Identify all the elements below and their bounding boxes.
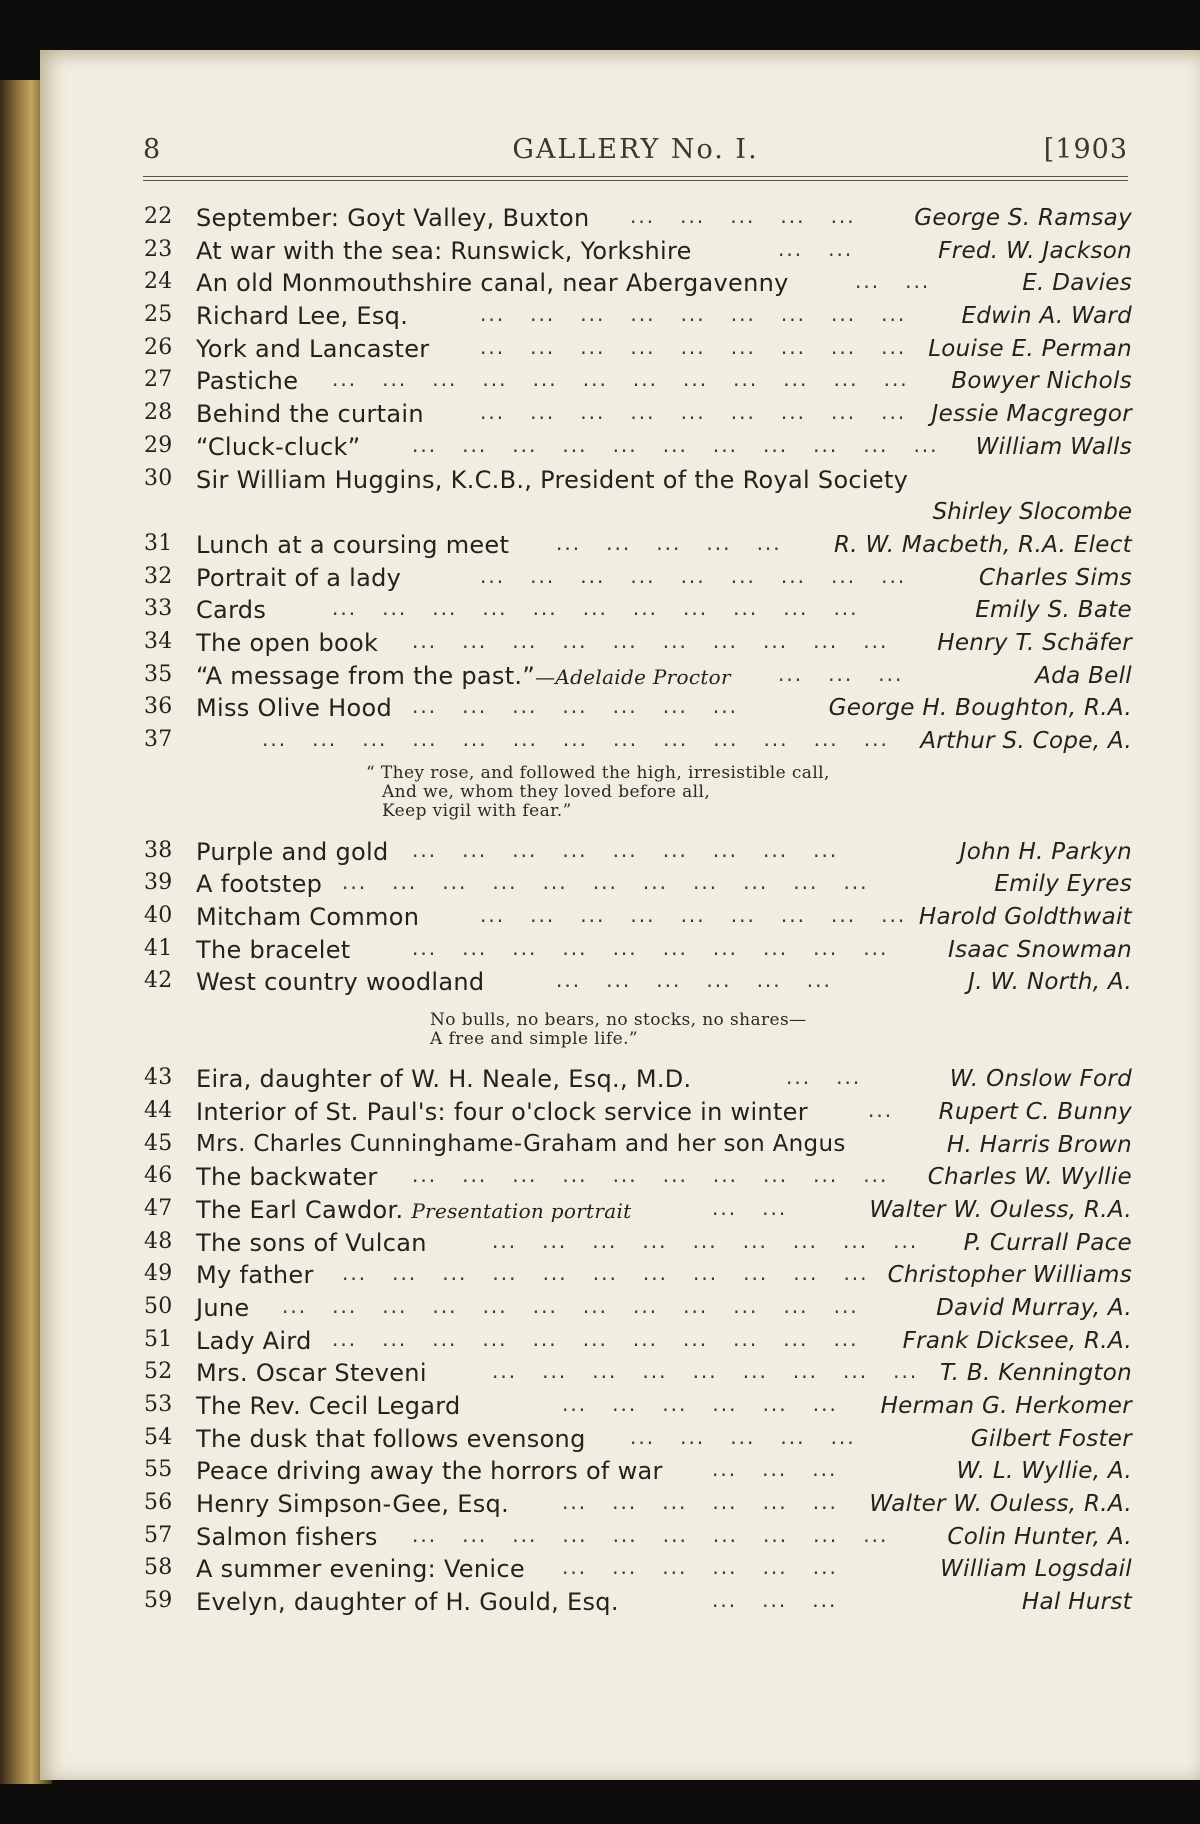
dot-leader: ... ... ... ... ... ... ... ... ... bbox=[492, 1228, 919, 1253]
catalogue-entry bbox=[0, 1521, 1200, 1554]
dot-leader: ... ... ... ... ... ... bbox=[562, 1392, 838, 1416]
verse-line: A free and simple life.” bbox=[430, 1029, 638, 1050]
verse-line: Keep vigil with fear.” bbox=[382, 800, 572, 821]
catalogue-entry bbox=[0, 836, 1200, 869]
catalogue-entry bbox=[0, 562, 1200, 595]
catalogue-entry bbox=[0, 529, 1200, 562]
dot-leader: ... ... ... ... ... ... ... ... ... ... ... bbox=[342, 870, 869, 895]
entry-artist: Jessie Macgregor bbox=[931, 401, 1132, 428]
entry-artist: J. W. North, A. bbox=[968, 969, 1132, 996]
entry-number: 22 bbox=[144, 204, 173, 229]
catalogue-entry-continuation bbox=[0, 496, 1200, 529]
catalogue-entry bbox=[0, 464, 1200, 497]
entry-title: Evelyn, daughter of H. Gould, Esq. bbox=[196, 1588, 619, 1617]
dot-leader: ... ... ... ... ... ... ... ... ... ... bbox=[412, 935, 889, 960]
entry-title: Portrait of a lady bbox=[196, 563, 402, 592]
entry-artist: Charles Sims bbox=[979, 564, 1132, 591]
catalogue-entry bbox=[0, 1194, 1200, 1227]
dot-leader: ... ... ... ... ... ... bbox=[562, 1555, 838, 1580]
catalogue-entry bbox=[0, 594, 1200, 627]
catalogue-entry bbox=[0, 1586, 1200, 1619]
entry-title: Peace driving away the horrors of war bbox=[196, 1457, 663, 1486]
catalogue-entry bbox=[0, 934, 1200, 967]
entry-title: Mrs. Oscar Steveni bbox=[196, 1359, 427, 1388]
dot-leader: ... ... ... ... ... ... ... ... ... ... bbox=[412, 628, 889, 653]
dot-leader: ... ... ... ... ... bbox=[630, 1424, 856, 1449]
catalogue-entry bbox=[0, 1423, 1200, 1456]
entry-title: The dusk that follows evensong bbox=[196, 1424, 586, 1453]
entry-title: An old Monmouthshire canal, near Abergavenny bbox=[196, 269, 789, 298]
entry-artist: Emily Eyres bbox=[994, 871, 1132, 898]
catalogue-entry bbox=[0, 868, 1200, 901]
entry-title: Lunch at a coursing meet bbox=[196, 530, 510, 559]
catalogue-entry bbox=[0, 1063, 1200, 1096]
catalogue-entry bbox=[0, 235, 1200, 268]
dot-leader: ... ... ... ... ... ... ... ... ... ... bbox=[412, 1522, 889, 1547]
entry-number: 55 bbox=[144, 1457, 173, 1483]
entry-number: 37 bbox=[144, 727, 173, 752]
entry-number: 58 bbox=[144, 1555, 173, 1581]
dot-leader: ... ... ... ... ... ... ... ... ... ... ... bbox=[412, 432, 939, 457]
verse-line: “ They rose, and followed the high, irresistible call, bbox=[366, 762, 830, 783]
catalogue-entry bbox=[0, 966, 1200, 999]
entry-title: June bbox=[196, 1293, 250, 1322]
entry-number: 30 bbox=[144, 465, 173, 491]
entry-number: 29 bbox=[144, 432, 173, 458]
header-rule-top bbox=[143, 176, 1128, 177]
entry-number: 28 bbox=[144, 400, 173, 426]
catalogue-entry bbox=[0, 398, 1200, 431]
catalogue-entry bbox=[0, 202, 1200, 235]
entry-artist: W. L. Wyllie, A. bbox=[956, 1458, 1132, 1485]
catalogue-entry bbox=[0, 901, 1200, 934]
dot-leader: ... ... ... ... ... ... ... ... ... bbox=[480, 400, 907, 425]
dot-leader: ... ... ... bbox=[778, 661, 904, 686]
page-title: GALLERY No. I. bbox=[512, 134, 759, 165]
entry-artist: Walter W. Ouless, R.A. bbox=[869, 1491, 1132, 1518]
entry-number: 27 bbox=[144, 367, 173, 393]
entry-number: 56 bbox=[144, 1490, 173, 1516]
dot-leader: ... ... bbox=[778, 236, 854, 261]
catalogue-entry bbox=[0, 1488, 1200, 1521]
dot-leader: ... ... ... ... ... ... ... ... ... bbox=[412, 837, 839, 862]
dot-leader: ... ... ... ... ... bbox=[556, 530, 782, 555]
entry-artist: Herman G. Herkomer bbox=[880, 1393, 1132, 1419]
entry-title: Cards bbox=[196, 596, 267, 625]
dot-leader: ... ... ... ... ... ... ... ... ... bbox=[480, 903, 907, 928]
entry-number: 32 bbox=[144, 563, 173, 589]
entry-number: 53 bbox=[144, 1392, 173, 1417]
entry-artist: Charles W. Wyllie bbox=[927, 1164, 1132, 1191]
entry-artist: Edwin A. Ward bbox=[961, 303, 1132, 330]
entry-title: The sons of Vulcan bbox=[196, 1228, 427, 1257]
dot-leader: ... ... ... bbox=[712, 1457, 838, 1482]
entry-title: Interior of St. Paul's: four o'clock service in winter bbox=[196, 1097, 808, 1126]
entry-artist: Arthur S. Cope, A. bbox=[920, 728, 1132, 754]
entry-artist: David Murray, A. bbox=[936, 1294, 1132, 1321]
dot-leader: ... ... bbox=[855, 269, 931, 294]
catalogue-entry bbox=[0, 1357, 1200, 1390]
catalogue-entry bbox=[0, 431, 1200, 464]
dot-leader: ... ... ... ... ... ... ... ... ... ... ... bbox=[332, 1326, 859, 1351]
entry-number: 35 bbox=[144, 661, 173, 687]
dot-leader: ... ... ... ... ... ... ... ... ... ... bbox=[412, 1163, 889, 1188]
dot-leader: ... ... ... ... ... bbox=[630, 204, 856, 228]
entry-number: 45 bbox=[144, 1130, 173, 1156]
entry-number: 49 bbox=[144, 1261, 173, 1287]
entry-artist: T. B. Kennington bbox=[940, 1360, 1132, 1387]
entry-title: West country woodland bbox=[196, 968, 485, 997]
entry-artist: Fred. W. Jackson bbox=[938, 237, 1132, 264]
entry-number: 26 bbox=[144, 334, 173, 360]
entry-title: Henry Simpson-Gee, Esq. bbox=[196, 1490, 509, 1519]
catalogue-entry bbox=[0, 1325, 1200, 1358]
entry-number: 51 bbox=[144, 1326, 173, 1352]
entry-artist: P. Currall Pace bbox=[963, 1229, 1132, 1256]
verse-line: And we, whom they loved before all, bbox=[382, 781, 711, 802]
verse-line: No bulls, no bears, no stocks, no shares— bbox=[430, 1010, 807, 1031]
catalogue-list bbox=[0, 202, 1200, 1619]
entry-artist: Henry T. Schäfer bbox=[937, 629, 1132, 656]
dot-leader: ... ... ... ... ... ... ... ... ... bbox=[480, 302, 907, 327]
entry-number: 52 bbox=[144, 1359, 173, 1385]
entry-title-text: The Earl Cawdor. bbox=[196, 1195, 404, 1224]
entry-number: 25 bbox=[144, 302, 173, 328]
header-rule-bottom bbox=[143, 180, 1128, 181]
catalogue-entry bbox=[0, 1292, 1200, 1325]
entry-artist: Shirley Slocombe bbox=[932, 499, 1132, 526]
entry-number: 46 bbox=[144, 1163, 173, 1189]
entry-number: 24 bbox=[144, 269, 173, 295]
entry-number: 42 bbox=[144, 968, 173, 994]
entry-title-text: “A message from the past.” bbox=[196, 661, 536, 690]
dot-leader: ... ... ... ... ... ... ... ... ... ... ... ... ... bbox=[262, 727, 889, 751]
entry-artist: Christopher Williams bbox=[887, 1262, 1132, 1289]
entry-number: 34 bbox=[144, 628, 173, 654]
entry-title: Miss Olive Hood bbox=[196, 694, 392, 723]
catalogue-entry bbox=[0, 365, 1200, 398]
entry-number: 54 bbox=[144, 1424, 173, 1450]
dot-leader: ... bbox=[868, 1097, 894, 1122]
dot-leader: ... ... bbox=[786, 1065, 862, 1090]
catalogue-entry bbox=[0, 267, 1200, 300]
entry-title: Behind the curtain bbox=[196, 400, 424, 429]
catalogue-entry bbox=[0, 1227, 1200, 1260]
entry-artist: Walter W. Ouless, R.A. bbox=[869, 1196, 1132, 1223]
dot-leader: ... ... ... ... ... ... ... bbox=[412, 694, 738, 719]
entry-artist: George S. Ramsay bbox=[914, 205, 1132, 231]
entry-number: 33 bbox=[144, 596, 173, 622]
entry-title: Sir William Huggins, K.C.B., President of the Royal Society bbox=[196, 465, 909, 494]
entry-title: September: Goyt Valley, Buxton bbox=[196, 204, 590, 232]
entry-title bbox=[196, 662, 731, 690]
entry-title: My father bbox=[196, 1261, 314, 1290]
catalogue-entry bbox=[0, 333, 1200, 366]
catalogue-entry bbox=[0, 1096, 1200, 1129]
dot-leader: ... ... ... ... ... ... ... ... ... bbox=[480, 334, 907, 359]
entry-artist: R. W. Macbeth, R.A. Elect bbox=[834, 531, 1132, 558]
dot-leader: ... ... ... ... ... ... ... ... ... ... ... ... bbox=[282, 1293, 859, 1318]
entry-title: “Cluck-cluck” bbox=[196, 432, 361, 461]
verse-quote bbox=[0, 758, 1200, 836]
entry-title: Mrs. Charles Cunninghame-Graham and her son Angus bbox=[196, 1130, 846, 1157]
entry-title bbox=[196, 1196, 632, 1224]
catalogue-entry bbox=[0, 725, 1200, 758]
entry-title: Salmon fishers bbox=[196, 1522, 378, 1551]
entry-number: 40 bbox=[144, 903, 173, 929]
dot-leader: ... ... ... ... ... ... ... ... ... ... ... bbox=[342, 1261, 869, 1286]
entry-title-note: Presentation portrait bbox=[411, 1198, 632, 1223]
catalogue-entry bbox=[0, 1161, 1200, 1194]
entry-artist: Isaac Snowman bbox=[948, 936, 1132, 963]
entry-number: 48 bbox=[144, 1228, 173, 1254]
entry-number: 59 bbox=[144, 1588, 173, 1614]
entry-number: 41 bbox=[144, 935, 173, 961]
catalogue-entry bbox=[0, 1553, 1200, 1586]
catalogue-entry bbox=[0, 1390, 1200, 1423]
entry-artist: Ada Bell bbox=[1035, 662, 1132, 689]
entry-artist: William Logsdail bbox=[940, 1556, 1132, 1583]
entry-number: 39 bbox=[144, 870, 173, 896]
entry-title: The Rev. Cecil Legard bbox=[196, 1392, 461, 1420]
catalogue-entry bbox=[0, 692, 1200, 725]
catalogue-entry bbox=[0, 1129, 1200, 1162]
entry-number: 47 bbox=[144, 1195, 173, 1221]
entry-artist: Louise E. Perman bbox=[928, 335, 1132, 362]
dot-leader: ... ... ... ... ... ... ... ... ... ... ... ... bbox=[332, 367, 909, 392]
dot-leader: ... ... ... bbox=[712, 1588, 838, 1613]
dot-leader: ... ... ... ... ... ... ... ... ... bbox=[480, 563, 907, 588]
entry-number: 44 bbox=[144, 1097, 173, 1123]
entry-title: York and Lancaster bbox=[196, 334, 430, 363]
entry-artist: Harold Goldthwait bbox=[918, 904, 1132, 931]
page-header bbox=[143, 134, 1128, 174]
entry-number: 31 bbox=[144, 530, 173, 556]
entry-artist: Gilbert Foster bbox=[970, 1425, 1132, 1452]
verse-quote bbox=[0, 999, 1200, 1063]
catalogue-entry bbox=[0, 660, 1200, 693]
entry-number: 50 bbox=[144, 1293, 173, 1319]
dot-leader: ... ... bbox=[712, 1195, 788, 1220]
entry-title: The backwater bbox=[196, 1163, 378, 1192]
entry-artist: Hal Hurst bbox=[1021, 1589, 1132, 1616]
entry-title: A summer evening: Venice bbox=[196, 1555, 525, 1584]
dot-leader: ... ... ... ... ... ... ... ... ... ... ... bbox=[332, 596, 859, 621]
entry-artist: H. Harris Brown bbox=[946, 1131, 1132, 1158]
entry-title: Eira, daughter of W. H. Neale, Esq., M.D. bbox=[196, 1065, 692, 1094]
catalogue-entry bbox=[0, 1455, 1200, 1488]
entry-title: Purple and gold bbox=[196, 837, 389, 866]
entry-number: 23 bbox=[144, 236, 173, 262]
entry-artist: W. Onslow Ford bbox=[949, 1066, 1132, 1093]
entry-title: A footstep bbox=[196, 870, 323, 899]
entry-title: At war with the sea: Runswick, Yorkshire bbox=[196, 236, 692, 265]
entry-artist: William Walls bbox=[975, 433, 1132, 460]
catalogue-entry bbox=[0, 627, 1200, 660]
entry-artist: Colin Hunter, A. bbox=[947, 1523, 1132, 1550]
entry-title-note: —Adelaide Proctor bbox=[535, 664, 731, 689]
dot-leader: ... ... ... ... ... ... bbox=[562, 1490, 838, 1515]
page-number: 8 bbox=[143, 134, 162, 165]
entry-number: 38 bbox=[144, 837, 173, 863]
entry-artist: Emily S. Bate bbox=[975, 597, 1132, 624]
entry-artist: Rupert C. Bunny bbox=[938, 1098, 1132, 1125]
page-year: [1903 bbox=[1043, 134, 1128, 165]
entry-artist: John H. Parkyn bbox=[959, 838, 1132, 865]
entry-title: The bracelet bbox=[196, 935, 351, 964]
entry-artist: E. Davies bbox=[1022, 270, 1132, 297]
catalogue-entry bbox=[0, 300, 1200, 333]
entry-number: 43 bbox=[144, 1065, 173, 1091]
entry-artist: Frank Dicksee, R.A. bbox=[902, 1327, 1132, 1354]
entry-title: Pastiche bbox=[196, 367, 299, 396]
entry-title: The open book bbox=[196, 628, 379, 657]
entry-title: Lady Aird bbox=[196, 1326, 312, 1355]
entry-title: Richard Lee, Esq. bbox=[196, 302, 409, 331]
entry-number: 57 bbox=[144, 1522, 173, 1548]
entry-artist: George H. Boughton, R.A. bbox=[828, 695, 1132, 722]
entry-title: Mitcham Common bbox=[196, 903, 420, 932]
entry-artist: Bowyer Nichols bbox=[951, 368, 1132, 395]
catalogue-entry bbox=[0, 1259, 1200, 1292]
entry-number: 36 bbox=[144, 694, 173, 720]
dot-leader: ... ... ... ... ... ... bbox=[556, 968, 832, 993]
dot-leader: ... ... ... ... ... ... ... ... ... bbox=[492, 1359, 919, 1384]
